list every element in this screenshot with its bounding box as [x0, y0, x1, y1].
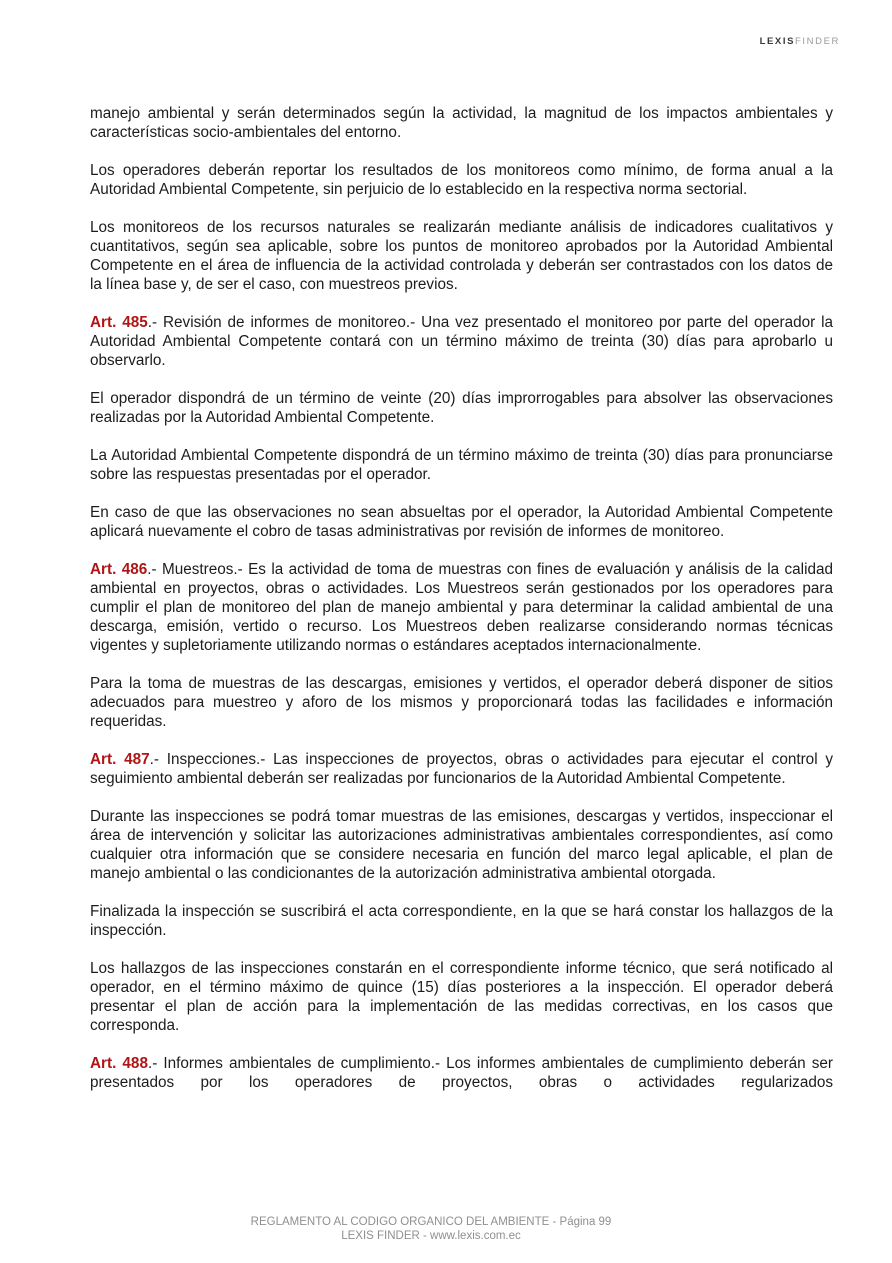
paragraph	[90, 959, 833, 1035]
article-number: Art. 486	[90, 561, 148, 578]
paragraph	[90, 902, 833, 940]
paragraph	[90, 161, 833, 199]
lexis-finder-logo	[760, 36, 840, 47]
article-485	[90, 313, 833, 370]
article-488	[90, 1054, 833, 1092]
paragraph	[90, 389, 833, 427]
paragraph-text: La Autoridad Ambiental Competente dispondrá de un término máximo de treinta (30) días para pronunciarse sobre las respuestas presentadas por el operador.	[90, 447, 833, 483]
paragraph	[90, 674, 833, 731]
logo-bold-text: LEXIS	[759, 36, 796, 47]
article-486	[90, 560, 833, 655]
paragraph	[90, 807, 833, 883]
logo-light-text: FINDER	[795, 36, 840, 47]
article-number: Art. 487	[90, 751, 150, 768]
footer-document-title: REGLAMENTO AL CODIGO ORGANICO DEL AMBIENTE - Página 99	[250, 1216, 612, 1228]
paragraph	[90, 503, 833, 541]
article-487	[90, 750, 833, 788]
footer-website: LEXIS FINDER - www.lexis.com.ec	[341, 1230, 521, 1242]
paragraph	[90, 218, 833, 294]
paragraph-text: .- Muestreos.- Es la actividad de toma de muestras con fines de evaluación y análisis de la calidad ambiental en proyectos, obras o actividades. Los Muestreos serán gestionados por los operadores para cumplir el plan de monitoreo del plan de manejo ambiental y para determinar la calidad ambiental de una descarga, emisión, vertido o recurso. Los Muestreos deben realizarse considerando normas técnicas vigentes y supletoriamente utilizando normas o estándares aceptados internacionalmente.	[90, 561, 833, 654]
paragraph-text: El operador dispondrá de un término de veinte (20) días improrrogables para absolver las observaciones realizadas por la Autoridad Ambiental Competente.	[90, 390, 833, 426]
paragraph-text: Los monitoreos de los recursos naturales se realizarán mediante análisis de indicadores cualitativos y cuantitativos, según sea aplicable, sobre los puntos de monitoreo aprobados por la Autoridad Ambiental Competente en el área de influencia de la actividad controlada y deberán ser contrastados con los datos de la línea base y, de ser el caso, con muestreos previos.	[90, 219, 833, 293]
paragraph-text: Finalizada la inspección se suscribirá el acta correspondiente, en la que se hará constar los hallazgos de la inspección.	[90, 903, 833, 939]
article-number: Art. 485	[90, 314, 148, 331]
paragraph-text: .- Revisión de informes de monitoreo.- Una vez presentado el monitoreo por parte del operador la Autoridad Ambiental Competente contará con un término máximo de treinta (30) días para aprobarlo u observarlo.	[90, 314, 834, 369]
paragraph-text: Los hallazgos de las inspecciones constarán en el correspondiente informe técnico, que será notificado al operador, en el término máximo de quince (15) días posteriores a la inspección. El operador deberá presentar el plan de acción para la implementación de las medidas correctivas, en los casos que corresponda.	[90, 960, 833, 1034]
paragraph	[90, 446, 833, 484]
paragraph-text: .- Inspecciones.- Las inspecciones de proyectos, obras o actividades para ejecutar el control y seguimiento ambiental deberán ser realizadas por funcionarios de la Autoridad Ambiental Competente.	[90, 751, 833, 787]
paragraph-text: Para la toma de muestras de las descargas, emisiones y vertidos, el operador deberá disponer de sitios adecuados para muestreo y aforo de los mismos y proporcionará todas las facilidades e información requeridas.	[90, 675, 833, 730]
article-number: Art. 488	[90, 1055, 148, 1072]
page-footer	[0, 1215, 862, 1243]
document-body	[90, 104, 833, 1111]
paragraph-text: Los operadores deberán reportar los resultados de los monitoreos como mínimo, de forma anual a la Autoridad Ambiental Competente, sin perjuicio de lo establecido en la respectiva norma sectorial.	[90, 162, 833, 198]
paragraph-text: manejo ambiental y serán determinados según la actividad, la magnitud de los impactos ambientales y características socio-ambientales del entorno.	[90, 105, 833, 141]
paragraph-text: .- Informes ambientales de cumplimiento.- Los informes ambientales de cumplimiento deberán ser presentados por los operadores de proyectos, obras o actividades regularizados	[90, 1055, 833, 1091]
paragraph-text: En caso de que las observaciones no sean absueltas por el operador, la Autoridad Ambiental Competente aplicará nuevamente el cobro de tasas administrativas por revisión de informes de monitoreo.	[90, 504, 833, 540]
paragraph-text: Durante las inspecciones se podrá tomar muestras de las emisiones, descargas y vertidos, inspeccionar el área de intervención y solicitar las autorizaciones administrativas ambientales correspondientes, así como cualquier otra información que se considere necesaria en función del marco legal aplicable, el plan de manejo ambiental o las condicionantes de la autorización administrativa ambiental otorgada.	[90, 808, 833, 882]
paragraph	[90, 104, 833, 142]
